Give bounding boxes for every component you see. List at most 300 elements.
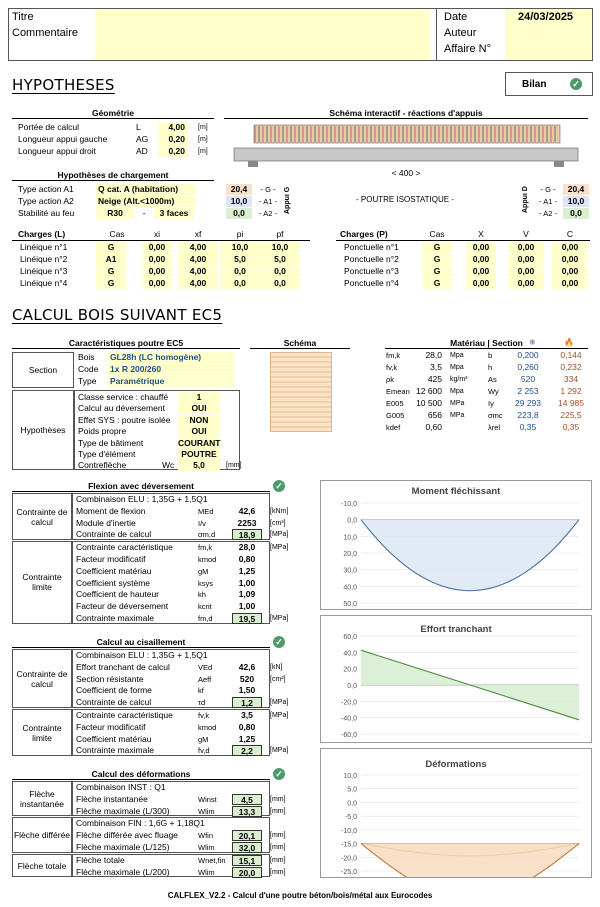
appui-g-tag: - G - bbox=[260, 185, 276, 194]
verif-value: 0,80 bbox=[238, 554, 256, 564]
verif-symbol: kf bbox=[198, 686, 204, 696]
verif-key: Coefficient matériau bbox=[76, 733, 152, 744]
y-tick-label: -60,0 bbox=[341, 732, 357, 739]
flexion-g2-label: Contrainte limite bbox=[12, 541, 72, 624]
verif-symbol: gM bbox=[198, 734, 209, 744]
verif-value: 20,1 bbox=[232, 830, 262, 841]
verif-value: 1,00 bbox=[238, 601, 256, 612]
title-input-area[interactable] bbox=[95, 9, 430, 60]
chart-deform bbox=[321, 749, 591, 877]
charge-l-cell[interactable]: 0,00 bbox=[142, 278, 172, 289]
charge-p-cell[interactable]: 0,00 bbox=[466, 242, 496, 253]
verif-key: Flèche maximale (L/125) bbox=[76, 842, 170, 852]
charge-label: Stabilité au feu bbox=[18, 208, 75, 218]
charges-p-header: Charges (P) bbox=[340, 229, 388, 239]
sec-symbol: σmc bbox=[488, 411, 503, 420]
appui-g-value: 10,0 bbox=[226, 196, 252, 207]
appui-d-label: Appui D bbox=[522, 186, 529, 214]
verif-symbol: fm,k bbox=[198, 543, 213, 553]
deformations-header: Calcul des déformations bbox=[12, 769, 270, 780]
verif-key: Combinaison ELU : 1,35G + 1,5Q1 bbox=[76, 650, 208, 660]
verif-key: Facteur modificatif bbox=[76, 554, 146, 564]
geo-value[interactable]: 0,20 bbox=[158, 134, 188, 145]
chart-shear bbox=[321, 616, 591, 742]
verif-key: Flèche maximale (L/300) bbox=[76, 805, 170, 816]
flexion-g1-label: Contrainte de calcul bbox=[12, 493, 72, 540]
appui-g-value: 0,0 bbox=[226, 208, 252, 219]
verif-symbol: Wlim bbox=[198, 843, 215, 852]
verif-key: Facteur de déversement bbox=[76, 601, 169, 612]
sec-cold-value: 0,200 bbox=[517, 350, 539, 360]
verif-unit: [MPa] bbox=[270, 615, 289, 622]
charges-l-header: pi bbox=[236, 229, 244, 239]
charge-l-cell[interactable]: 0,0 bbox=[260, 278, 300, 289]
charge-l-cell[interactable]: 0,00 bbox=[142, 266, 172, 277]
charge-l-cell[interactable]: A1 bbox=[96, 254, 126, 265]
charge-p-cell[interactable]: G bbox=[422, 278, 452, 289]
mat-symbol: E005 bbox=[386, 399, 404, 408]
charge-l-cell[interactable]: 5,0 bbox=[260, 254, 300, 265]
verif-unit: [mm] bbox=[270, 832, 286, 840]
geo-symbol: AG bbox=[136, 134, 149, 144]
verif-value: 2253 bbox=[237, 517, 257, 528]
geo-label: Portée de calcul bbox=[18, 122, 79, 132]
y-tick-label: 10,0 bbox=[343, 773, 357, 780]
verif-key: Section résistante bbox=[76, 673, 144, 684]
verif-symbol: gM bbox=[198, 566, 209, 576]
check-icon: ✓ bbox=[273, 636, 285, 648]
mat-unit: MPa bbox=[450, 400, 465, 407]
deformations-g2-label: Flèche différée bbox=[12, 817, 72, 852]
sec-fire-value: 225,5 bbox=[560, 410, 582, 420]
cisaillement-g1-label: Contrainte de calcul bbox=[12, 649, 72, 708]
deformations-g3-label: Flèche totale bbox=[12, 854, 72, 878]
geo-label: Longueur appui gauche bbox=[18, 134, 108, 144]
sec-symbol: h bbox=[488, 363, 493, 372]
verif-unit: [kN] bbox=[270, 663, 283, 671]
appui-d-tag: - A2 - bbox=[539, 209, 557, 218]
verif-unit: [cm²] bbox=[270, 675, 286, 683]
check-icon: ✓ bbox=[273, 480, 285, 492]
y-tick-label: 40,0 bbox=[343, 650, 357, 658]
verif-symbol: Winst bbox=[198, 794, 217, 804]
verif-key: Contrainte caractéristique bbox=[76, 710, 173, 720]
verif-value: 1,50 bbox=[238, 685, 256, 696]
materiau-title: Matériau | Section bbox=[450, 338, 523, 348]
charge-l-name: Linéique n°2 bbox=[20, 254, 68, 264]
header-divider bbox=[436, 8, 437, 61]
chart-deform-panel bbox=[320, 748, 592, 878]
mat-value: 10 500 bbox=[416, 398, 442, 408]
charge-l-cell[interactable]: G bbox=[96, 266, 126, 277]
charge-p-cell[interactable]: G bbox=[422, 242, 452, 253]
charge-p-cell[interactable]: 0,00 bbox=[508, 278, 544, 289]
chart-shear-title: Effort tranchant bbox=[420, 624, 492, 635]
schema-section-header: Schéma bbox=[250, 338, 350, 349]
mat-value: 12 600 bbox=[416, 386, 442, 396]
y-tick-label: -10,0 bbox=[341, 501, 357, 508]
verif-key: Combinaison INST : Q1 bbox=[76, 782, 166, 792]
charge-l-name: Linéique n°4 bbox=[20, 278, 68, 288]
verif-value: 28,0 bbox=[238, 542, 256, 553]
verif-value: 1,2 bbox=[232, 697, 262, 708]
sec-cold-value: 0,35 bbox=[519, 422, 537, 432]
chart-moment-panel bbox=[320, 480, 592, 610]
verif-symbol: Wnet,fin bbox=[198, 855, 226, 865]
y-tick-label: 10,0 bbox=[343, 534, 357, 542]
section-value[interactable]: GL28h (LC homogène) bbox=[108, 352, 234, 363]
section-key: Bois bbox=[78, 352, 95, 362]
verif-symbol: Aeff bbox=[198, 674, 212, 684]
verif-value: 20,0 bbox=[232, 867, 262, 878]
charge-p-cell[interactable]: 0,00 bbox=[552, 254, 588, 265]
charge-l-cell[interactable]: 4,00 bbox=[178, 242, 218, 253]
date-label: Date bbox=[444, 11, 468, 23]
hyp-key: Effet SYS : poutre isolée bbox=[78, 414, 171, 425]
geo-symbol: AD bbox=[136, 146, 148, 156]
geo-unit: [m] bbox=[198, 136, 208, 143]
cisaillement-header: Calcul au cisaillement bbox=[12, 637, 270, 648]
verif-value: 32,0 bbox=[232, 842, 262, 853]
verif-value: 13,3 bbox=[232, 806, 262, 817]
verif-unit: [kNm] bbox=[270, 507, 289, 515]
verif-key: Contrainte maximale bbox=[76, 613, 154, 623]
charge-l-cell[interactable]: 4,00 bbox=[178, 266, 218, 277]
verif-unit: [mm] bbox=[270, 795, 286, 803]
y-tick-label: 20,0 bbox=[343, 551, 357, 558]
verif-unit: [MPa] bbox=[270, 712, 289, 719]
support-left bbox=[248, 161, 258, 167]
y-tick-label: 60,0 bbox=[343, 634, 357, 641]
charge-l-cell[interactable]: 4,00 bbox=[178, 254, 218, 265]
geo-symbol: L bbox=[136, 122, 141, 132]
bilan-label: Bilan bbox=[522, 79, 547, 90]
y-tick-label: 0,0 bbox=[347, 683, 357, 690]
hyp-value[interactable]: NON bbox=[178, 415, 220, 426]
mat-symbol: ρk bbox=[386, 375, 395, 384]
charges-l-header: Cas bbox=[109, 229, 125, 239]
charge-l-cell[interactable]: G bbox=[96, 278, 126, 289]
appui-d-value: 10,0 bbox=[563, 196, 589, 207]
charge-p-name: Ponctuelle n°4 bbox=[344, 278, 399, 288]
sec-symbol: b bbox=[488, 351, 493, 360]
charge-l-cell[interactable]: 0,00 bbox=[142, 242, 172, 253]
y-tick-label: 40,0 bbox=[343, 584, 357, 592]
verif-symbol: τd bbox=[198, 698, 206, 708]
verif-unit: [cm³] bbox=[270, 519, 286, 527]
sec-symbol: λrel bbox=[488, 423, 501, 432]
appui-g-tag: - A2 - bbox=[259, 209, 277, 218]
y-tick-label: -10,0 bbox=[341, 827, 357, 835]
verif-symbol: Wlim bbox=[198, 867, 215, 877]
verif-key: Contrainte de calcul bbox=[76, 697, 152, 708]
geo-label: Longueur appui droit bbox=[18, 146, 96, 156]
materiau-header bbox=[385, 338, 588, 349]
geo-unit: [m] bbox=[198, 148, 208, 155]
hypotheses-group-label: Hypothèses bbox=[12, 390, 74, 470]
verif-unit: [MPa] bbox=[270, 747, 289, 755]
sec-fire-value: 334 bbox=[563, 374, 579, 384]
verif-key: Effort tranchant de calcul bbox=[76, 661, 170, 672]
bilan-box bbox=[505, 72, 593, 96]
verif-key: Moment de flexion bbox=[76, 505, 146, 516]
mat-value: 0,60 bbox=[425, 422, 442, 432]
verif-unit: [MPa] bbox=[270, 531, 289, 539]
check-icon: ✓ bbox=[273, 768, 285, 780]
feu-faces[interactable]: 3 faces bbox=[154, 208, 194, 219]
sec-cold-value: 2 253 bbox=[517, 386, 539, 396]
verif-value: 2,2 bbox=[232, 745, 262, 756]
mat-unit: Mpa bbox=[450, 364, 464, 371]
charges-p-header: C bbox=[566, 229, 574, 239]
charge-p-cell[interactable]: G bbox=[422, 254, 452, 265]
charge-label: Type action A2 bbox=[18, 196, 74, 206]
charge-l-cell[interactable]: G bbox=[96, 242, 126, 253]
verif-key: Coefficient de hauteur bbox=[76, 589, 160, 600]
hyp-key: Type d'élément bbox=[78, 449, 136, 459]
y-tick-label: 0,0 bbox=[347, 517, 357, 525]
verif-symbol: kmod bbox=[198, 555, 217, 564]
hyp-key: Calcul au déversement bbox=[78, 403, 165, 414]
chart-moment bbox=[321, 481, 591, 609]
charge-select[interactable]: Neige (Alt.<1000m) bbox=[96, 196, 196, 207]
verif-key: Flèche totale bbox=[76, 854, 125, 865]
charge-l-cell[interactable]: 10,0 bbox=[220, 242, 260, 253]
section-title-calcul: CALCUL BOIS SUIVANT EC5 bbox=[12, 306, 223, 324]
span-label: < 400 > bbox=[391, 168, 421, 178]
hyp-value[interactable]: 1 bbox=[178, 392, 220, 403]
appui-g-tag: - A1 - bbox=[259, 197, 277, 206]
cisaillement-g2-label: Contrainte limite bbox=[12, 709, 72, 756]
charge-l-cell[interactable]: 5,0 bbox=[220, 254, 260, 265]
hyp-value[interactable]: OUI bbox=[178, 403, 220, 414]
section-key: Code bbox=[78, 364, 99, 374]
charge-l-cell[interactable]: 0,0 bbox=[260, 266, 300, 277]
verif-symbol: kh bbox=[198, 590, 206, 600]
verif-key: Coefficient matériau bbox=[76, 565, 152, 576]
charge-p-cell[interactable]: 0,00 bbox=[552, 242, 588, 253]
hyp-key: Contreflèche bbox=[78, 460, 127, 471]
verif-value: 4,5 bbox=[232, 794, 262, 805]
verif-symbol: ksys bbox=[198, 578, 213, 588]
sec-fire-value: 1 292 bbox=[560, 386, 582, 396]
mat-unit: Mpa bbox=[450, 352, 464, 359]
schema-header: Schéma interactif - réactions d'appuis bbox=[224, 108, 588, 119]
verif-key: Flèche instantanée bbox=[76, 793, 148, 804]
charge-p-name: Ponctuelle n°3 bbox=[344, 266, 399, 276]
verif-value: 42,6 bbox=[238, 661, 256, 672]
mat-unit: Mpa bbox=[450, 388, 464, 395]
verif-unit: [mm] bbox=[270, 807, 286, 815]
y-tick-label: 20,0 bbox=[343, 666, 357, 674]
verif-value: 42,6 bbox=[238, 505, 256, 516]
sec-fire-value: 0,232 bbox=[560, 362, 582, 372]
y-tick-label: 5,0 bbox=[347, 786, 357, 794]
charges-p-header: X bbox=[478, 229, 484, 239]
verif-unit: [MPa] bbox=[270, 699, 289, 707]
charge-l-name: Linéique n°3 bbox=[20, 266, 68, 276]
mat-symbol: G005 bbox=[386, 411, 405, 420]
verif-symbol: VEd bbox=[198, 662, 213, 672]
verif-key: Flèche maximale (L/200) bbox=[76, 866, 170, 877]
verif-unit: [mm] bbox=[270, 844, 286, 851]
hyp-symbol: Wc bbox=[162, 460, 175, 471]
charges-l-header: xf bbox=[194, 229, 202, 239]
mat-value: 28,0 bbox=[425, 350, 442, 360]
geometry-header: Géométrie bbox=[12, 108, 214, 119]
mat-value: 656 bbox=[427, 410, 442, 420]
verif-key: Contrainte de calcul bbox=[76, 529, 152, 540]
sec-fire-value: 14 985 bbox=[558, 398, 584, 408]
verif-key: Combinaison ELU : 1,35G + 1,5Q1 bbox=[76, 494, 208, 504]
mat-symbol: fv,k bbox=[386, 363, 398, 372]
charges-p-header: Cas bbox=[429, 229, 445, 239]
charge-l-cell[interactable]: 4,00 bbox=[178, 278, 218, 289]
charge-l-cell[interactable]: 10,0 bbox=[260, 242, 300, 253]
appui-d-tag: - A1 - bbox=[539, 197, 557, 206]
charge-p-cell[interactable]: G bbox=[422, 266, 452, 277]
charge-p-cell[interactable]: 0,00 bbox=[466, 266, 496, 277]
charge-select[interactable]: Q cat. A (habitation) bbox=[96, 184, 196, 195]
verif-key: Contrainte maximale bbox=[76, 745, 154, 756]
feu-value[interactable]: R30 bbox=[96, 208, 134, 219]
support-right bbox=[554, 161, 564, 167]
charge-p-cell[interactable]: 0,00 bbox=[552, 266, 588, 277]
author-label: Auteur bbox=[444, 27, 477, 39]
carac-header: Caractéristiques poutre EC5 bbox=[12, 338, 240, 349]
y-tick-label: -5,0 bbox=[344, 814, 357, 822]
loading-header: Hypothèses de chargement bbox=[12, 170, 214, 181]
verif-symbol: σm,d bbox=[198, 530, 216, 540]
footer: CALFLEX_V2.2 - Calcul d'une poutre béton/bois/métal aux Eurocodes bbox=[167, 891, 433, 900]
mat-symbol: Emean bbox=[386, 387, 410, 396]
sec-cold-value: 0,260 bbox=[517, 362, 539, 372]
appui-g-label: Appui G bbox=[284, 186, 291, 214]
verif-symbol: Wfin bbox=[198, 831, 213, 841]
sec-fire-value: 0,144 bbox=[560, 350, 582, 360]
geo-unit: [m] bbox=[198, 124, 208, 131]
section-value[interactable]: 1x R 200/260 bbox=[108, 364, 234, 375]
chart-shear-panel bbox=[320, 615, 592, 743]
charge-l-name: Linéique n°1 bbox=[20, 242, 68, 252]
verif-symbol: fv,d bbox=[198, 746, 210, 756]
verif-symbol: Wlim bbox=[198, 806, 215, 816]
sec-cold-value: 29 293 bbox=[515, 398, 541, 408]
charges-l-header: Charges (L) bbox=[18, 229, 66, 239]
y-tick-label: 50,0 bbox=[343, 601, 357, 608]
sec-symbol: Wy bbox=[488, 387, 499, 396]
geo-value[interactable]: 4,00 bbox=[158, 122, 188, 133]
section-drawing bbox=[270, 352, 332, 432]
charge-p-cell[interactable]: 0,00 bbox=[508, 266, 544, 277]
section-value[interactable]: Paramétrique bbox=[108, 376, 234, 387]
comment-label: Commentaire bbox=[12, 27, 79, 39]
verif-symbol: fm,d bbox=[198, 614, 213, 623]
charge-p-cell[interactable]: 0,00 bbox=[508, 254, 544, 265]
hyp-key: Poids propre bbox=[78, 426, 127, 437]
verif-value: 1,25 bbox=[238, 733, 256, 744]
charge-p-cell[interactable]: 0,00 bbox=[466, 278, 496, 289]
feu-sep: - bbox=[142, 208, 146, 218]
verif-symbol: MEd bbox=[198, 506, 214, 516]
charge-l-cell[interactable]: 0,00 bbox=[142, 254, 172, 265]
chart-deform-title: Déformations bbox=[425, 759, 487, 770]
hyp-unit: [mm] bbox=[226, 462, 242, 470]
hyp-value[interactable]: POUTRE bbox=[178, 449, 220, 460]
y-tick-label: -20,0 bbox=[341, 855, 357, 863]
section-title-hypotheses: HYPOTHESES bbox=[12, 76, 115, 94]
verif-key: Combinaison FIN : 1,6G + 1,18Q1 bbox=[76, 818, 205, 829]
verif-value: 18,9 bbox=[232, 529, 262, 540]
mat-unit: kg/m³ bbox=[450, 376, 468, 383]
section-key: Type bbox=[78, 376, 97, 386]
hyp-key: Classe service : chauffé bbox=[78, 392, 169, 402]
geo-value[interactable]: 0,20 bbox=[158, 146, 188, 157]
charges-l-header: xi bbox=[153, 229, 161, 239]
verif-symbol: kmod bbox=[198, 722, 217, 732]
verif-key: Module d'inertie bbox=[76, 517, 136, 528]
flexion-header: Flexion avec déversement bbox=[12, 481, 270, 492]
charge-l-cell[interactable]: 0,0 bbox=[220, 278, 260, 289]
chart-moment-title: Moment fléchissant bbox=[411, 486, 501, 497]
verif-value: 19,5 bbox=[232, 613, 262, 624]
sec-symbol: As bbox=[488, 375, 497, 384]
mat-value: 425 bbox=[427, 374, 442, 384]
sec-cold-value: 520 bbox=[520, 374, 536, 384]
charge-p-cell[interactable]: 0,00 bbox=[466, 254, 496, 265]
charge-p-cell[interactable]: 0,00 bbox=[508, 242, 544, 253]
mat-symbol: kdef bbox=[386, 423, 401, 432]
appui-d-value: 20,4 bbox=[563, 184, 589, 195]
verif-key: Facteur modificatif bbox=[76, 721, 146, 732]
fire-icon: 🔥 bbox=[564, 338, 574, 347]
mat-symbol: fm,k bbox=[386, 351, 401, 360]
poutre-label: - POUTRE ISOSTATIQUE - bbox=[356, 195, 454, 204]
sec-symbol: Iy bbox=[488, 399, 494, 408]
check-icon: ✓ bbox=[570, 78, 582, 90]
y-tick-label: -40,0 bbox=[341, 715, 357, 723]
hyp-value[interactable]: 5,0 bbox=[178, 460, 220, 471]
y-tick-label: -15,0 bbox=[341, 841, 357, 849]
charge-label: Type action A1 bbox=[18, 184, 74, 194]
appui-d-tag: - G - bbox=[540, 185, 556, 194]
y-tick-label: 30,0 bbox=[343, 567, 357, 575]
charge-p-cell[interactable]: 0,00 bbox=[552, 278, 588, 289]
mat-unit: MPa bbox=[450, 412, 465, 419]
verif-value: 1,00 bbox=[238, 577, 256, 588]
verif-key: Contrainte caractéristique bbox=[76, 542, 173, 553]
verif-symbol: I/v bbox=[198, 518, 206, 528]
verif-value: 1,25 bbox=[238, 565, 256, 576]
verif-value: 15,1 bbox=[232, 855, 262, 866]
sec-fire-value: 0,35 bbox=[562, 422, 580, 432]
beam-body bbox=[234, 148, 578, 161]
verif-key: Coefficient de forme bbox=[76, 685, 152, 696]
charge-l-cell[interactable]: 0,0 bbox=[220, 266, 260, 277]
section-group-label: Section bbox=[12, 352, 74, 388]
verif-symbol: fv,k bbox=[198, 711, 210, 720]
hyp-value[interactable]: COURANT bbox=[178, 437, 221, 448]
date-value[interactable]: 24/03/2025 bbox=[518, 11, 574, 23]
verif-value: 0,80 bbox=[238, 721, 256, 732]
verif-key: Coefficient système bbox=[76, 577, 151, 588]
verif-value: 3,5 bbox=[241, 710, 253, 720]
appui-g-value: 20,4 bbox=[226, 184, 252, 195]
verif-value: 1,09 bbox=[238, 589, 256, 600]
verif-value: 520 bbox=[239, 673, 255, 684]
hyp-value[interactable]: OUI bbox=[178, 426, 220, 437]
verif-key: Flèche différée avec fluage bbox=[76, 830, 178, 841]
